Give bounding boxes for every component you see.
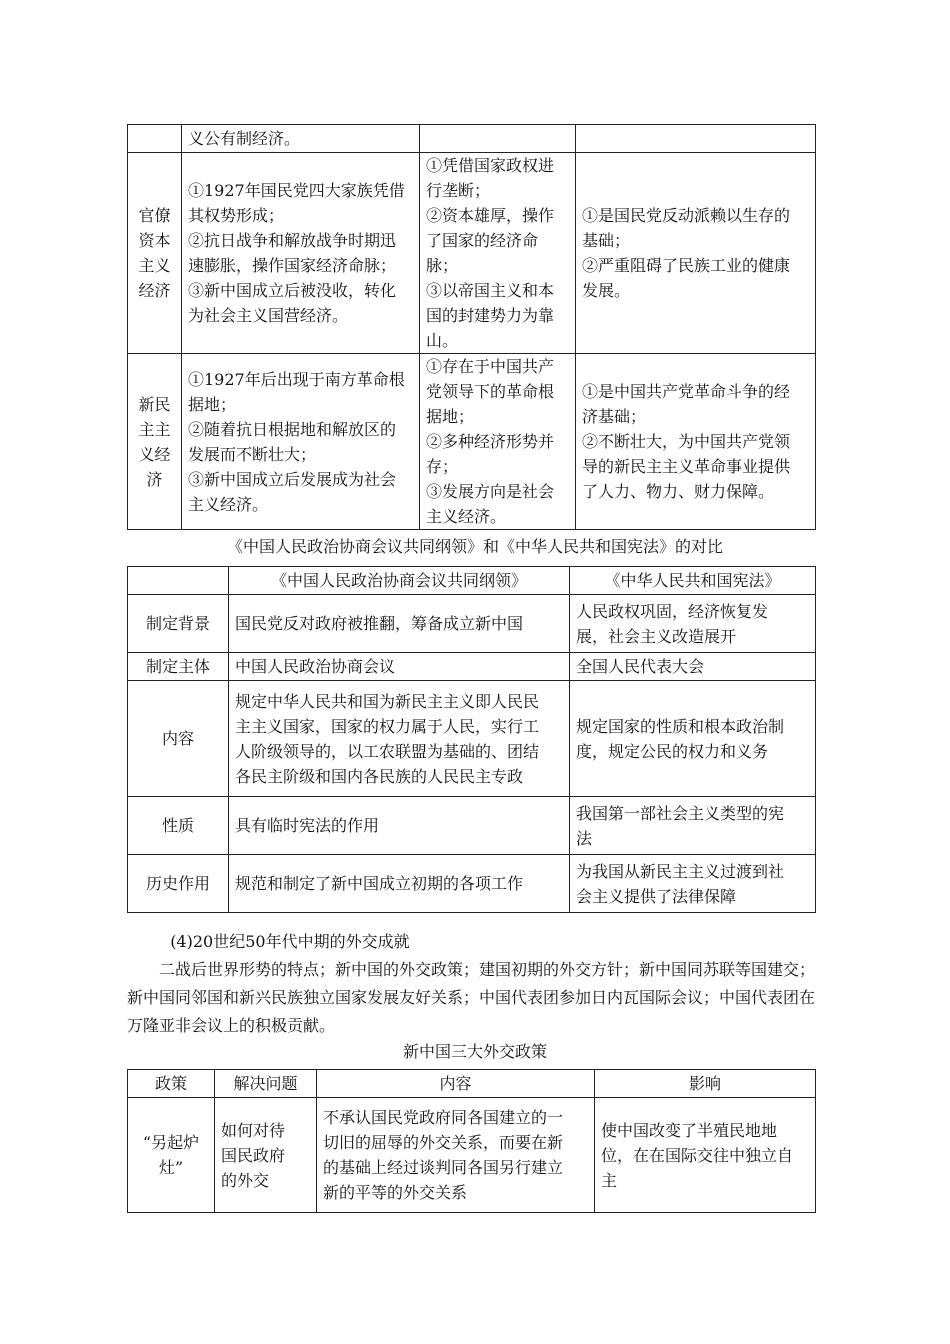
header-cell: 解决问题 xyxy=(215,1070,317,1098)
features-cell: ①存在于中国共产 党领导下的革命根 据地； ②多种经济形势并 存； ③发展方向是社会 主义经济。 xyxy=(420,354,576,530)
row-label xyxy=(128,125,182,153)
economy-table xyxy=(127,124,816,530)
table-row xyxy=(128,681,816,797)
features-cell xyxy=(420,125,576,153)
impact-cell: 使中国改变了半殖民地地 位，在在国际交往中独立自 主 xyxy=(595,1098,816,1213)
table-row xyxy=(128,653,816,681)
comparison-table-caption: 《中国人民政治协商会议共同纲领》和《中华人民共和国宪法》的对比 xyxy=(226,537,723,556)
program-cell: 规定中华人民共和国为新民主主义即人民民 主主义国家，国家的权力属于人民，实行工 人阶级领导的，以工农联盟为基础的、团结 各民主阶级和国内各民族的人民民主专政 xyxy=(229,681,570,797)
role-cell: ①是国民党反动派赖以生存的 基础； ②严重阻碍了民族工业的健康 发展。 xyxy=(576,153,816,354)
row-label: 历史作用 xyxy=(128,855,229,913)
table-row xyxy=(128,595,816,653)
header-cell: 政策 xyxy=(128,1070,215,1098)
problem-cell: 如何对待 国民政府 的外交 xyxy=(215,1098,317,1213)
constitution-cell: 我国第一部社会主义类型的宪 法 xyxy=(570,797,816,855)
program-cell: 具有临时宪法的作用 xyxy=(229,797,570,855)
constitution-cell: 人民政权巩固，经济恢复发 展，社会主义改造展开 xyxy=(570,595,816,653)
table-row xyxy=(128,797,816,855)
comparison-table xyxy=(127,566,816,913)
diplomacy-table xyxy=(127,1069,816,1213)
features-cell: ①凭借国家政权进 行垄断； ②资本雄厚，操作 了国家的经济命 脉； ③以帝国主义和本 国的封建势力为靠 山。 xyxy=(420,153,576,354)
header-cell: 影响 xyxy=(595,1070,816,1098)
program-cell: 规范和制定了新中国成立初期的各项工作 xyxy=(229,855,570,913)
table-header-row xyxy=(128,567,816,595)
row-label: 官僚 资本 主义 经济 xyxy=(128,153,182,354)
section-heading: (4)20世纪50年代中期的外交成就 xyxy=(170,932,410,951)
content-cell: 不承认国民党政府同各国建立的一 切旧的屈辱的外交关系，而要在新 的基础上经过谈判同各国另行建立 新的平等的外交关系 xyxy=(317,1098,595,1213)
role-cell xyxy=(576,125,816,153)
section-paragraph: 二战后世界形势的特点；新中国的外交政策；建国初期的外交方针；新中国同苏联等国建交；新中国同邻国和新兴民族独立国家发展友好关系；中国代表团参加日内瓦国际会议；中国代表团在万隆亚非会议上的积极贡献。 xyxy=(127,960,816,1035)
formation-cell: ①1927年后出现于南方革命根 据地； ②随着抗日根据地和解放区的 发展而不断壮大； ③新中国成立后发展成为社会 主义经济。 xyxy=(182,354,420,530)
table-header-row xyxy=(128,1070,816,1098)
header-cell: 《中国人民政治协商会议共同纲领》 xyxy=(229,567,570,595)
program-cell: 国民党反对政府被推翻，筹备成立新中国 xyxy=(229,595,570,653)
table-row xyxy=(128,125,816,153)
table-row xyxy=(128,855,816,913)
header-cell xyxy=(128,567,229,595)
policy-cell: “另起炉 灶” xyxy=(128,1098,215,1213)
constitution-cell: 规定国家的性质和根本政治制 度，规定公民的权力和义务 xyxy=(570,681,816,797)
table-row xyxy=(128,153,816,354)
diplomacy-table-caption: 新中国三大外交政策 xyxy=(402,1042,547,1061)
row-label: 内容 xyxy=(128,681,229,797)
role-cell: ①是中国共产党革命斗争的经 济基础； ②不断壮大，为中国共产党领 导的新民主主义革命事业提供 了人力、物力、财力保障。 xyxy=(576,354,816,530)
constitution-cell: 全国人民代表大会 xyxy=(570,653,816,681)
row-label: 制定主体 xyxy=(128,653,229,681)
row-label: 新民 主主 义经 济 xyxy=(128,354,182,530)
table-row xyxy=(128,354,816,530)
formation-cell: 义公有制经济。 xyxy=(182,125,420,153)
constitution-cell: 为我国从新民主主义过渡到社 会主义提供了法律保障 xyxy=(570,855,816,913)
formation-cell: ①1927年国民党四大家族凭借 其权势形成； ②抗日战争和解放战争时期迅 速膨胀，操作国家经济命脉； ③新中国成立后被没收，转化 为社会主义国营经济。 xyxy=(182,153,420,354)
row-label: 性质 xyxy=(128,797,229,855)
table-row xyxy=(128,1098,816,1213)
header-cell: 内容 xyxy=(317,1070,595,1098)
header-cell: 《中华人民共和国宪法》 xyxy=(570,567,816,595)
row-label: 制定背景 xyxy=(128,595,229,653)
program-cell: 中国人民政治协商会议 xyxy=(229,653,570,681)
